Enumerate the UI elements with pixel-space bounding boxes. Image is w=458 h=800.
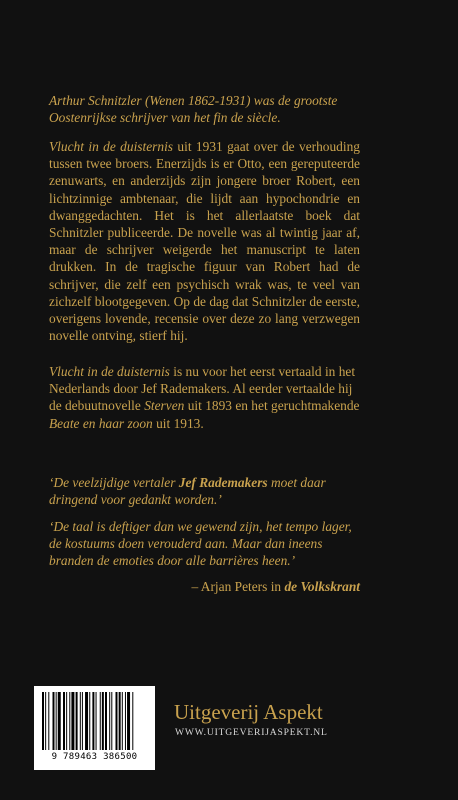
barcode-bar xyxy=(116,692,118,750)
barcode-bar xyxy=(45,692,46,750)
barcode-bar xyxy=(89,692,90,750)
translation-paragraph xyxy=(49,363,360,432)
barcode-bar xyxy=(132,692,133,750)
author-intro: Arthur Schnitzler (Wenen 1862-1931) was de grootste Oostenrijkse schrijver van het fin de siècle. xyxy=(49,93,338,126)
book-title: Vlucht in de duisternis xyxy=(49,364,170,379)
review-quote xyxy=(49,474,360,508)
synopsis-paragraph xyxy=(49,138,360,344)
barcode-bar xyxy=(100,692,101,750)
translation-text: is nu voor het eerst vertaald in het Nederlands door Jef Rademakers. Al eerder vertaalde hij de debuutnovelle xyxy=(49,364,356,414)
review-quote: ‘De taal is deftiger dan we gewend zijn, het tempo lager, de kostuums doen verouderd aan. Maar dan ineens branden de emoties door alle barrières heen.’ xyxy=(49,519,352,569)
translation-text: uit 1893 en het geruchtmakende xyxy=(184,398,360,414)
barcode-bar xyxy=(82,692,83,750)
barcode-bar xyxy=(111,692,112,750)
barcode-bar xyxy=(42,692,44,750)
publisher-name: Uitgeverij Aspekt xyxy=(174,700,323,724)
barcode-bar xyxy=(69,692,70,750)
barcode-bar xyxy=(127,692,130,750)
barcode-bar xyxy=(58,692,61,750)
barcode-bar xyxy=(53,692,55,750)
barcode-bar xyxy=(102,692,104,750)
quote-text: ‘De veelzijdige vertaler xyxy=(49,475,179,490)
synopsis-text: uit 1931 gaat over de verhouding tussen twee broers. Enerzijds is er Otto, een gereputeerde zenuwarts, en anderzijds zijn jongere broer Robert, een lichtzinnige ambtenaar, die lijdt aan hypochondrie en dwanggedachten. Het is het allerlaatste boek dat Schnitzler publiceerde. De novelle was al twintig jaar af, maar de schrijver weigerde het manuscript te laten drukken. In de tragische figuur van Robert had de schrijver, die zelf een psychisch wrak was, te veel van zichzelf blootgegeven. Op de dag dat Schnitzler de eerste, overigens lovende, recensie over deze zo lang verzwegen novelle ontving, stierf hij. xyxy=(49,139,360,344)
barcode-bar xyxy=(96,692,97,750)
book-title: Vlucht in de duisternis xyxy=(49,139,174,154)
barcode-bar xyxy=(71,692,74,750)
barcode-bar xyxy=(66,692,67,750)
barcode-bar xyxy=(125,692,126,750)
isbn-barcode xyxy=(34,686,155,770)
work-title: Beate en haar zoon xyxy=(49,415,153,431)
work-title: Sterven xyxy=(144,398,185,414)
quote-attribution xyxy=(191,579,360,595)
attribution-prefix: – Arjan Peters in xyxy=(191,579,285,594)
publisher-website[interactable]: WWW.UITGEVERIJASPEKT.NL xyxy=(175,727,328,738)
quote-text: moet daar dringend voor gedankt worden.’ xyxy=(49,475,326,508)
barcode-bar xyxy=(80,692,81,750)
barcode-bar xyxy=(76,692,78,750)
barcode-bar xyxy=(122,692,123,750)
barcode-bar xyxy=(119,692,121,750)
barcode-bar xyxy=(85,692,88,750)
source-name: de Volkskrant xyxy=(284,579,360,594)
barcode-bar xyxy=(109,692,110,750)
barcode-icon xyxy=(34,686,155,756)
isbn-number: 9 789463 386500 xyxy=(51,752,138,762)
barcode-bar xyxy=(48,692,49,750)
barcode-bar xyxy=(105,692,107,750)
translation-text: uit 1913. xyxy=(152,415,204,431)
barcode-bar xyxy=(92,692,94,750)
barcode-bar xyxy=(63,692,65,750)
barcode-bar xyxy=(56,692,57,750)
translator-name: Jef Rademakers xyxy=(178,475,268,490)
